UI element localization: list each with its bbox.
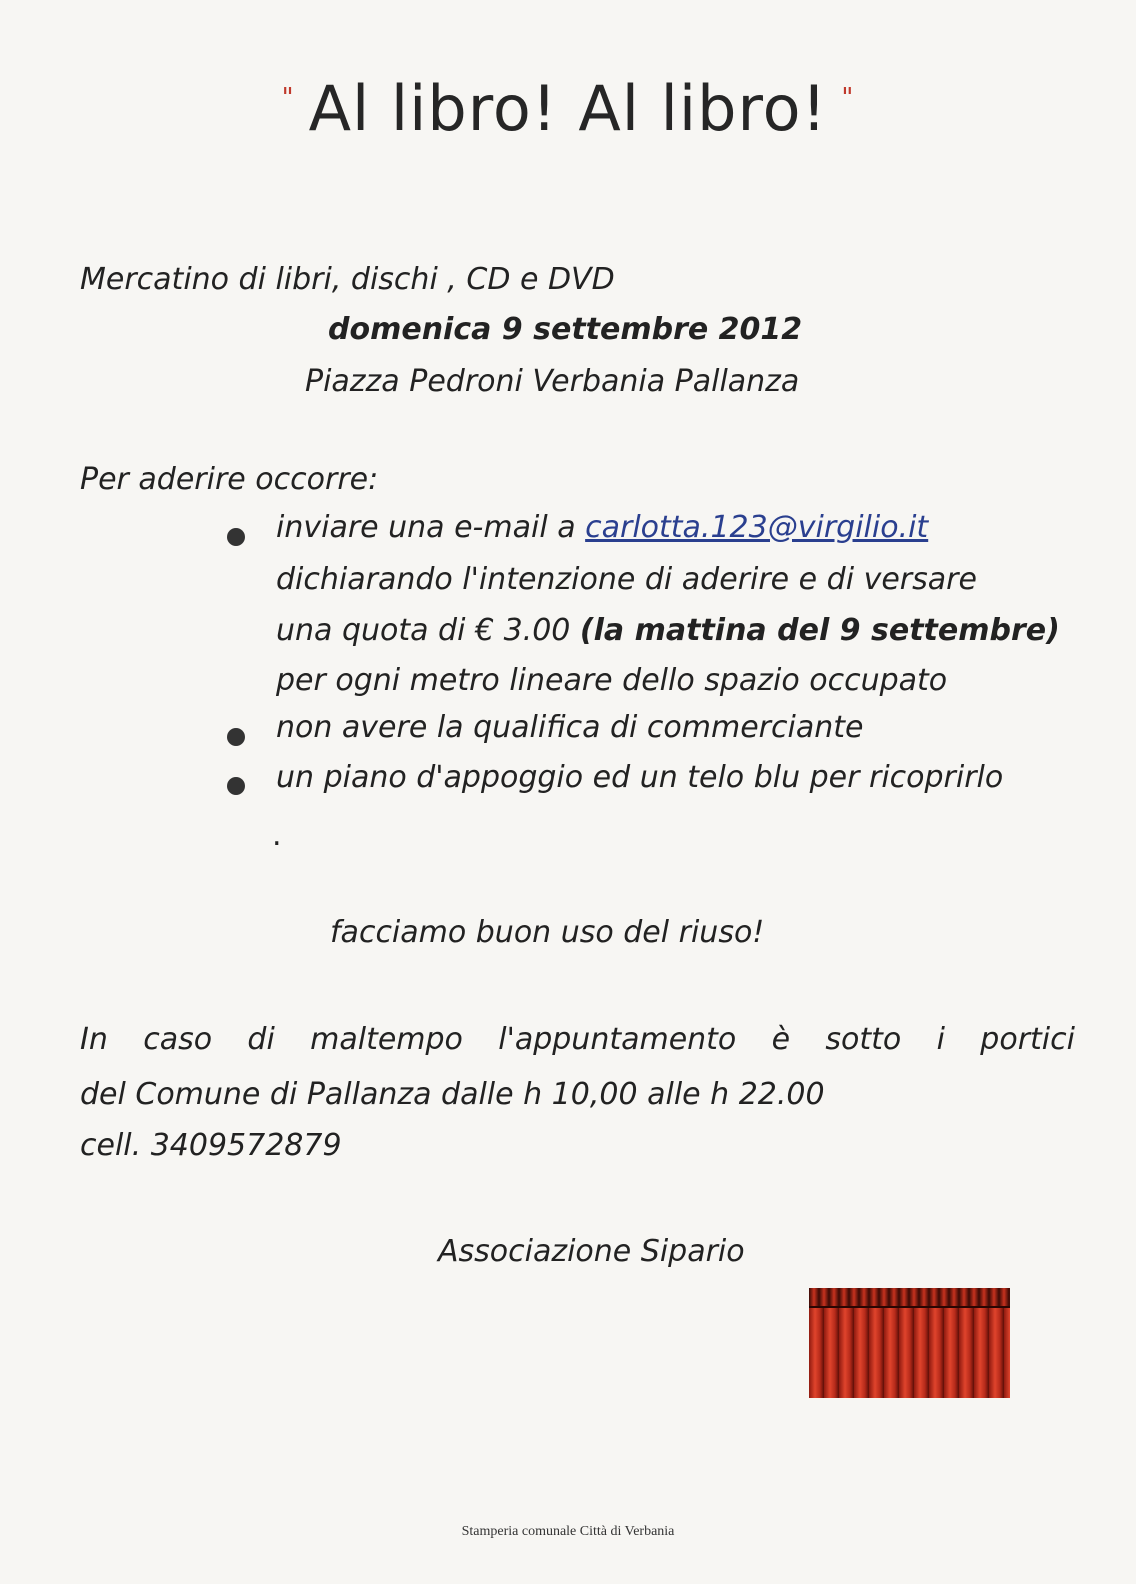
requirement-line: per ogni metro lineare dello spazio occupato bbox=[276, 663, 948, 698]
weather-word: maltempo bbox=[310, 1022, 463, 1057]
page-title bbox=[0, 72, 1136, 145]
requirement-line bbox=[276, 510, 928, 545]
requirement-line bbox=[276, 613, 1060, 648]
curtain-valance bbox=[809, 1288, 1010, 1308]
email-link[interactable]: carlotta.123@virgilio.it bbox=[585, 510, 929, 545]
weather-word: è bbox=[771, 1022, 791, 1057]
event-date: domenica 9 settembre 2012 bbox=[328, 312, 803, 347]
weather-line-2: del Comune di Pallanza dalle h 10,00 alle h 22.00 bbox=[80, 1077, 825, 1112]
weather-word: sotto bbox=[825, 1022, 902, 1057]
printer-footer: Stamperia comunale Città di Verbania bbox=[461, 1524, 675, 1539]
weather-word: di bbox=[247, 1022, 275, 1057]
weather-word: caso bbox=[143, 1022, 213, 1057]
requirements-intro: Per aderire occorre: bbox=[80, 462, 379, 497]
contact-phone: cell. 3409572879 bbox=[80, 1128, 342, 1163]
fee-text: una quota di € 3.00 bbox=[276, 613, 580, 648]
requirement-line: un piano d'appoggio ed un telo blu per ricoprirlo bbox=[276, 760, 1004, 795]
bullet-dot-icon bbox=[227, 728, 245, 746]
event-place: Piazza Pedroni Verbania Pallanza bbox=[305, 364, 800, 399]
title-text: Al libro! Al libro! bbox=[308, 72, 828, 145]
requirement-line: non avere la qualifica di commerciante bbox=[276, 710, 864, 745]
theatre-curtain-icon bbox=[809, 1288, 1010, 1398]
bullet-dot-icon bbox=[227, 777, 245, 795]
trailing-dot: . bbox=[272, 818, 282, 853]
requirement-line: dichiarando l'intenzione di aderire e di versare bbox=[276, 562, 977, 597]
weather-word: portici bbox=[980, 1022, 1075, 1057]
weather-word: l'appuntamento bbox=[498, 1022, 737, 1057]
weather-line-1 bbox=[80, 1022, 1075, 1057]
weather-word: In bbox=[80, 1022, 108, 1057]
weather-word: i bbox=[936, 1022, 945, 1057]
organizer-name: Associazione Sipario bbox=[438, 1234, 745, 1269]
motto: facciamo buon uso del riuso! bbox=[330, 915, 765, 950]
email-prefix: inviare una e-mail a bbox=[276, 510, 586, 545]
bullet-dot-icon bbox=[227, 528, 245, 546]
fee-timing: (la mattina del 9 settembre) bbox=[579, 613, 1060, 648]
title-open-quote: " bbox=[281, 83, 295, 113]
event-subtitle: Mercatino di libri, dischi , CD e DVD bbox=[80, 262, 615, 297]
title-close-quote: " bbox=[841, 83, 855, 113]
